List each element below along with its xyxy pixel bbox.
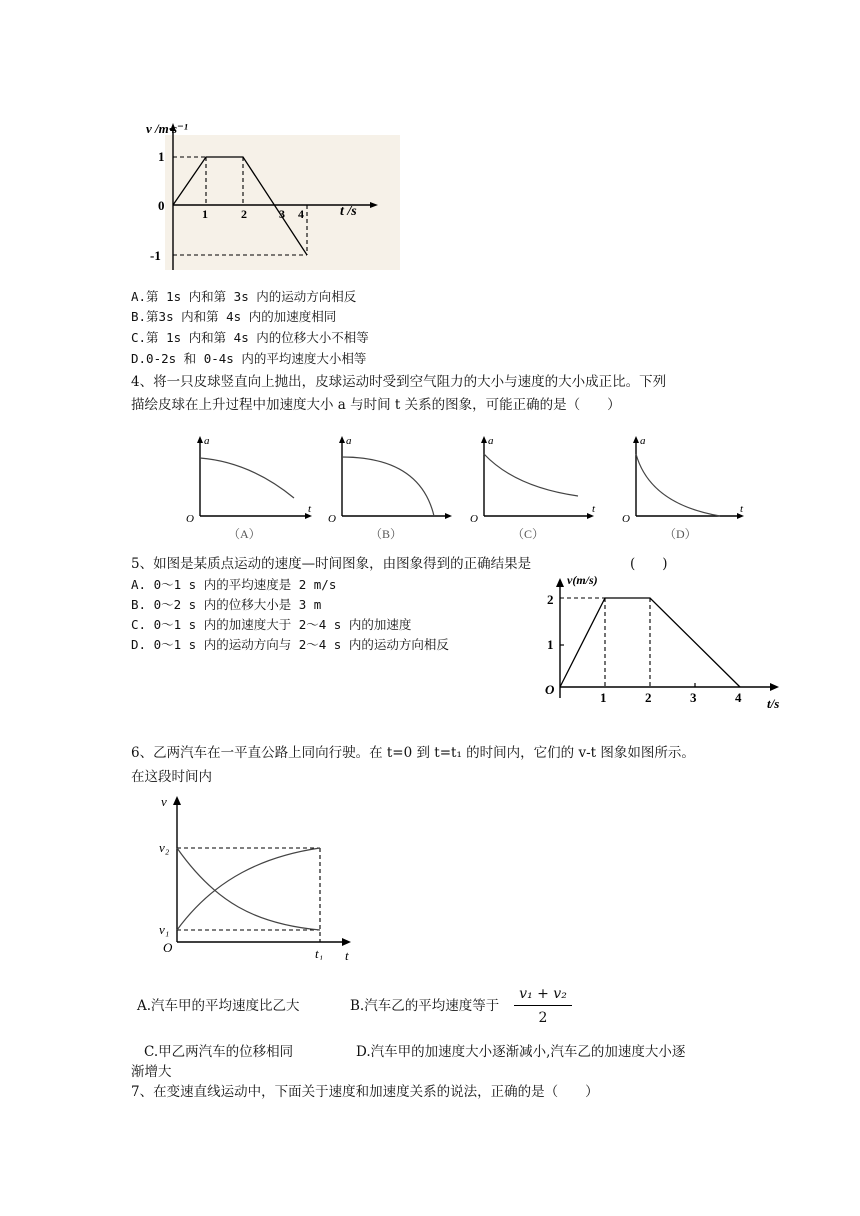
q3-option-c: C.第 1s 内和第 4s 内的位移大小不相等 — [131, 330, 369, 345]
graph-q5-ytick-1: 1 — [547, 637, 554, 652]
graph-q6-v2: v₂ — [159, 840, 170, 855]
graph-q3-xlabel: t /s — [340, 204, 357, 219]
svg-text:（C）: （C） — [512, 527, 545, 541]
q5-option-c: C. 0～1 s 内的加速度大于 2～4 s 内的加速度 — [131, 617, 412, 632]
q4-graph-d — [622, 435, 744, 541]
graph-q6 — [155, 790, 365, 960]
q5-option-a: A. 0～1 s 内的平均速度是 2 m/s — [131, 577, 337, 592]
q6-option-d-cont: 渐增大 — [131, 1064, 172, 1080]
graph-q3-ylabel: v /m·s⁻¹ — [146, 121, 188, 136]
graph-q5 — [535, 572, 795, 717]
graph-q3-xtick-1: 1 — [202, 207, 208, 221]
svg-text:a: a — [640, 435, 646, 447]
q4-graph-a — [186, 435, 312, 541]
q4-graph-c — [470, 435, 596, 541]
q5-paren: ( ) — [630, 556, 668, 572]
q7-stem: 7、在变速直线运动中，下面关于速度和加速度关系的说法，正确的是（ ） — [131, 1084, 599, 1100]
graph-q6-t1: t₁ — [315, 946, 324, 960]
q5-option-d: D. 0～1 s 内的运动方向与 2～4 s 内的运动方向相反 — [131, 637, 449, 652]
graph-q6-ylabel: v — [161, 794, 167, 809]
svg-text:a: a — [204, 435, 210, 447]
graph-q3-xtick-3: 3 — [279, 207, 285, 221]
graph-q5-xtick-2: 2 — [645, 690, 652, 705]
q3-option-a: A.第 1s 内和第 3s 内的运动方向相反 — [131, 289, 357, 304]
q6-option-d: D.汽车甲的加速度大小逐渐减小,汽车乙的加速度大小逐 — [356, 1044, 686, 1060]
graph-q3-ytick-1: 1 — [158, 149, 165, 164]
graph-q3-xtick-4: 4 — [298, 207, 304, 221]
svg-text:O: O — [328, 513, 336, 525]
graph-q3-ytick-m1: -1 — [150, 248, 161, 263]
q6-stem-line1: 6、乙两汽车在一平直公路上同向行驶。在 t=0 到 t=t₁ 的时间内，它们的 v-t 图象如图所示。 — [131, 745, 695, 761]
q5-stem: 5、如图是某质点运动的速度—时间图象，由图象得到的正确结果是 — [131, 556, 532, 572]
q6-option-c: C.甲乙两汽车的位移相同 — [144, 1044, 294, 1060]
q6-fraction-num: v₁ + v₂ — [514, 986, 572, 1006]
svg-text:a: a — [488, 435, 494, 447]
svg-text:（A）: （A） — [228, 527, 261, 541]
graph-q6-v1: v₁ — [159, 922, 170, 937]
q6-option-a: A.汽车甲的平均速度比乙大 — [137, 998, 300, 1014]
svg-text:t: t — [740, 503, 744, 515]
graph-q3-xtick-2: 2 — [241, 207, 247, 221]
q6-fraction — [514, 986, 572, 1028]
graph-q5-origin: O — [545, 682, 555, 697]
q3-option-d: D.0-2s 和 0-4s 内的平均速度大小相等 — [131, 351, 367, 366]
graph-q5-xlabel: t/s — [767, 696, 780, 711]
svg-text:（B）: （B） — [370, 527, 403, 541]
graph-q5-xtick-3: 3 — [690, 690, 697, 705]
graph-q5-ylabel: v(m/s) — [567, 573, 598, 587]
graph-q6-curve-rising — [177, 848, 320, 930]
q6-stem-line2: 在这段时间内 — [131, 769, 212, 785]
graph-q6-origin: O — [163, 940, 173, 955]
graph-q5-xtick-1: 1 — [600, 690, 607, 705]
q6-option-b: B.汽车乙的平均速度等于 — [350, 998, 500, 1014]
q4-graphs — [180, 432, 750, 547]
q4-stem-line2: 描绘皮球在上升过程中加速度大小 a 与时间 t 关系的图象，可能正确的是（ ） — [131, 397, 621, 413]
q4-graph-b — [328, 435, 452, 541]
svg-text:O: O — [186, 513, 194, 525]
svg-text:a: a — [346, 435, 352, 447]
svg-text:O: O — [470, 513, 478, 525]
graph-q3-ytick-0: 0 — [158, 198, 165, 213]
svg-text:t: t — [308, 503, 312, 515]
graph-q6-xlabel: t — [345, 948, 349, 960]
q5-option-b: B. 0～2 s 内的位移大小是 3 m — [131, 597, 322, 612]
svg-text:t: t — [592, 503, 596, 515]
graph-q3 — [140, 115, 405, 275]
svg-text:（D）: （D） — [664, 527, 697, 541]
graph-q5-ytick-2: 2 — [547, 592, 554, 607]
graph-q6-curve-falling — [177, 848, 320, 930]
graph-q5-xtick-4: 4 — [735, 690, 742, 705]
q3-option-b: B.第3s 内和第 4s 内的加速度相同 — [131, 309, 337, 324]
q6-fraction-den: 2 — [538, 1010, 548, 1026]
svg-text:O: O — [622, 513, 630, 525]
q4-stem-line1: 4、将一只皮球竖直向上抛出，皮球运动时受到空气阻力的大小与速度的大小成正比。下列 — [131, 374, 667, 390]
